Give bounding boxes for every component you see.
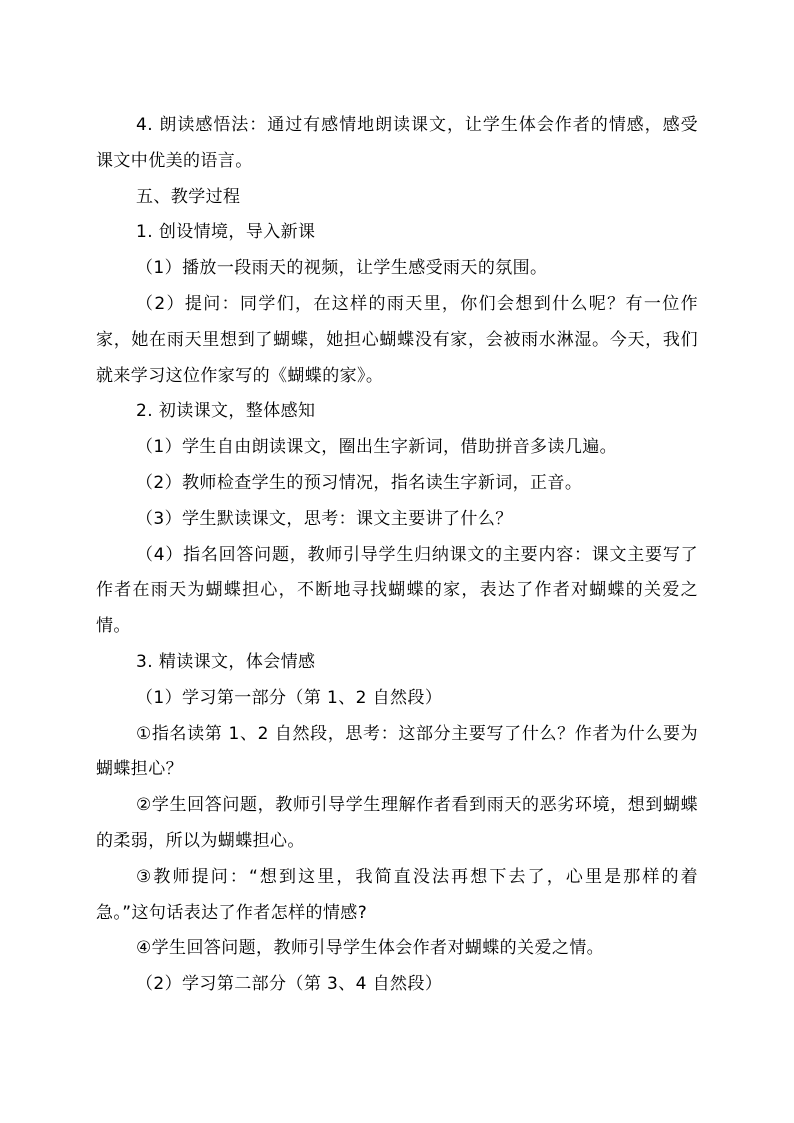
document-body bbox=[96, 108, 698, 1003]
paragraph-item-3: ③教师提问：“想到这里，我简直没法再想下去了，心里是那样的着急。”这句话表达了作者怎样的情感? bbox=[96, 866, 698, 923]
step-heading-close-reading: 3. 精读课文，体会情感 bbox=[136, 651, 316, 672]
paragraph-play-video: （1）播放一段雨天的视频，让学生感受雨天的氛围。 bbox=[136, 258, 548, 279]
paragraph-question-intro: （2）提问：同学们，在这样的雨天里，你们会想到什么呢？有一位作家，她在雨天里想到了蝴蝶，她担心蝴蝶没有家，会被雨水淋湿。今天，我们就来学习这位作家写的《蝴蝶的家》。 bbox=[96, 293, 698, 386]
paragraph-check-preview: （2）教师检查学生的预习情况，指名读生字新词，正音。 bbox=[136, 472, 583, 493]
subheading-part-one: （1）学习第一部分（第 1、2 自然段） bbox=[136, 687, 443, 708]
paragraph-free-reading: （1）学生自由朗读课文，圈出生字新词，借助拼音多读几遍。 bbox=[136, 437, 618, 458]
paragraph-summarize-content: （4）指名回答问题，教师引导学生归纳课文的主要内容：课文主要写了作者在雨天为蝴蝶担心，不断地寻找蝴蝶的家，表达了作者对蝴蝶的关爱之情。 bbox=[96, 544, 698, 637]
paragraph-reading-method: 4. 朗读感悟法：通过有感情地朗读课文，让学生体会作者的情感，感受课文中优美的语言。 bbox=[96, 115, 698, 171]
paragraph-item-2: ②学生回答问题，教师引导学生理解作者看到雨天的恶劣环境，想到蝴蝶的柔弱，所以为蝴蝶担心。 bbox=[96, 795, 698, 851]
section-heading-teaching-process: 五、教学过程 bbox=[136, 186, 241, 207]
step-heading-create-situation: 1. 创设情境，导入新课 bbox=[136, 222, 316, 243]
subheading-part-two: （2）学习第二部分（第 3、4 自然段） bbox=[136, 974, 443, 995]
paragraph-silent-reading: （3）学生默读课文，思考：课文主要讲了什么？ bbox=[136, 508, 513, 529]
paragraph-item-1: ①指名读第 1、2 自然段，思考：这部分主要写了什么？作者为什么要为蝴蝶担心？ bbox=[96, 723, 698, 780]
step-heading-first-reading: 2. 初读课文，整体感知 bbox=[136, 401, 316, 422]
paragraph-item-4: ④学生回答问题，教师引导学生体会作者对蝴蝶的关爱之情。 bbox=[136, 938, 605, 959]
